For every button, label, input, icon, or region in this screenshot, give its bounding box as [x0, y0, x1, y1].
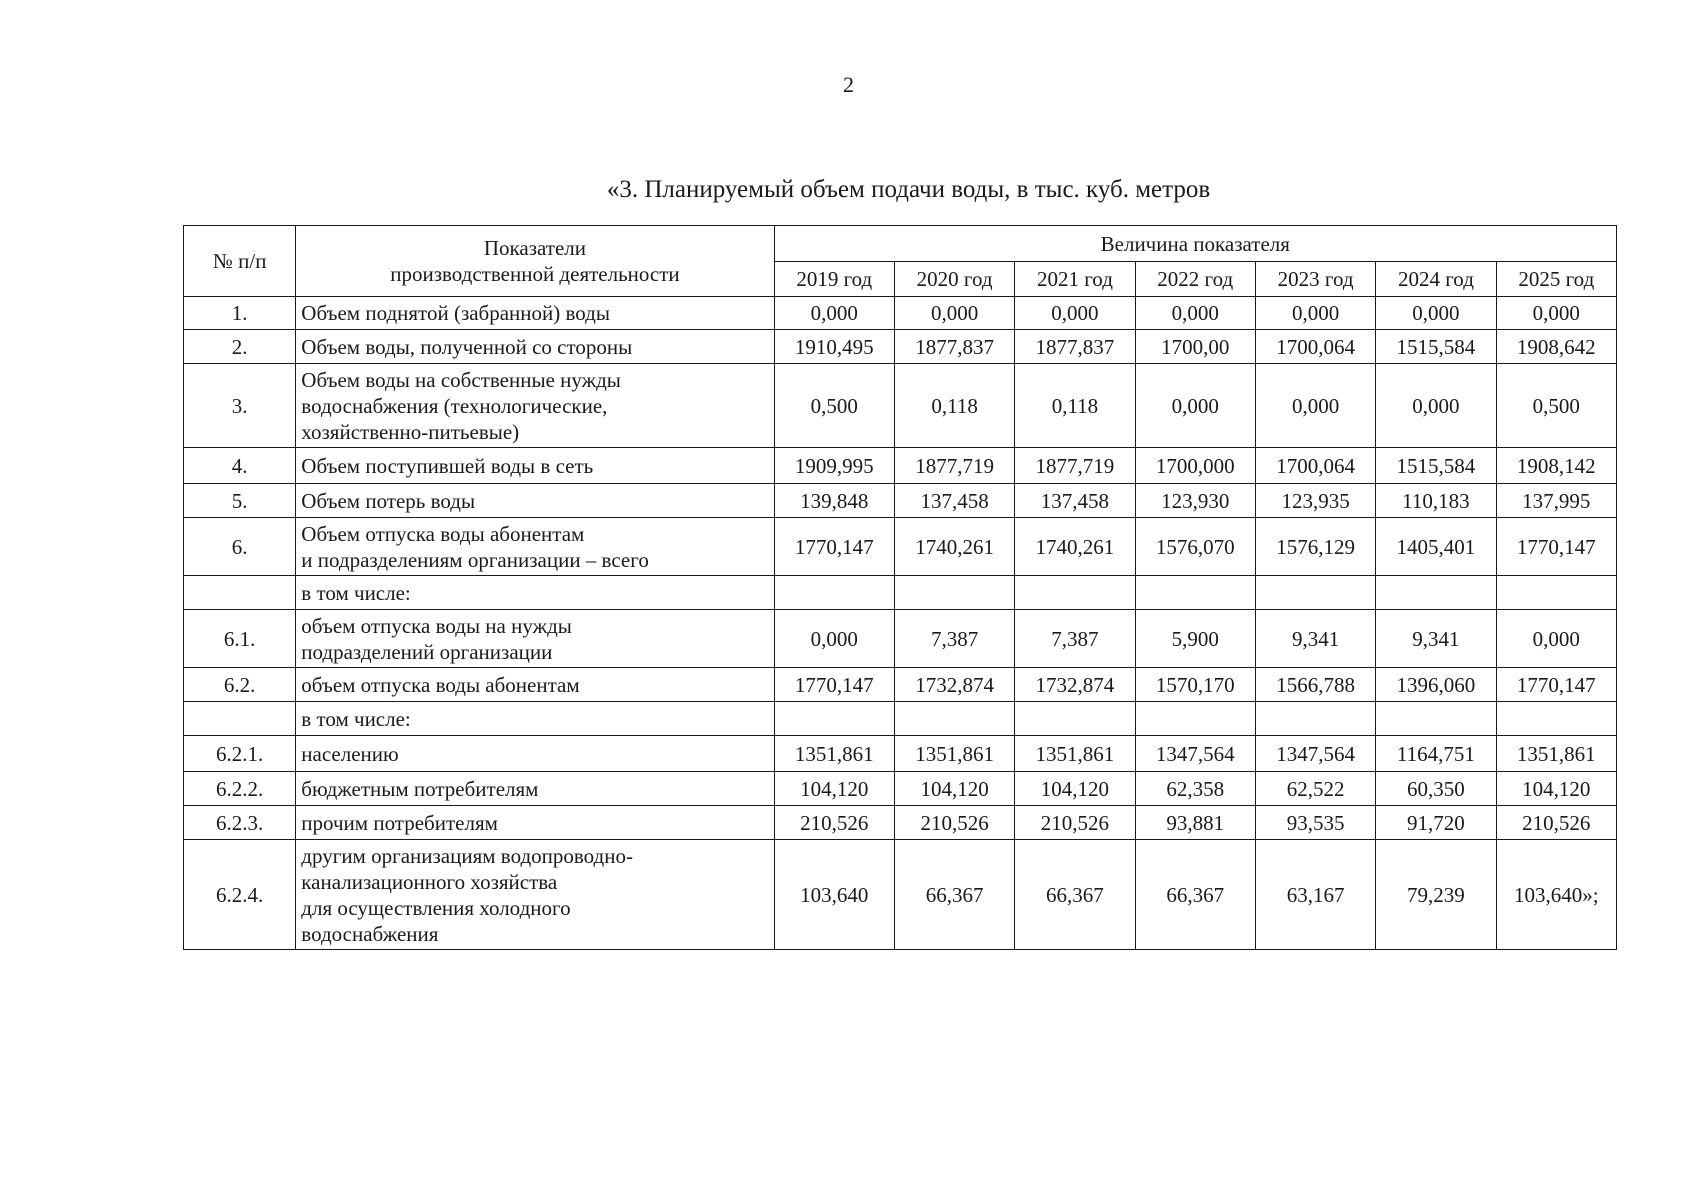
row-value: 0,000 [1496, 610, 1616, 668]
row-value: 123,935 [1255, 484, 1375, 518]
row-indicator-line: канализационного хозяйства [301, 869, 558, 894]
header-year: 2025 год [1496, 262, 1616, 297]
row-value: 1700,064 [1255, 330, 1375, 364]
row-value: 63,167 [1255, 840, 1375, 950]
row-value: 93,881 [1135, 806, 1255, 840]
row-value: 66,367 [894, 840, 1014, 950]
row-value: 1700,064 [1255, 448, 1375, 484]
row-indicator-line: Объем поднятой (забранной) воды [301, 301, 610, 325]
row-indicator [296, 448, 774, 484]
row-number: 1. [184, 297, 296, 330]
row-indicator-line: объем отпуска воды абонентам [301, 672, 580, 697]
row-number: 5. [184, 484, 296, 518]
row-value: 1515,584 [1376, 448, 1496, 484]
row-number: 6.2.3. [184, 806, 296, 840]
row-value: 1732,874 [894, 668, 1014, 702]
row-value [1496, 702, 1616, 736]
row-value: 1515,584 [1376, 330, 1496, 364]
row-indicator-line: прочим потребителям [301, 810, 498, 835]
header-indicator-line: производственной деятельности [390, 262, 680, 286]
row-value: 1164,751 [1376, 736, 1496, 772]
row-indicator-line: для осуществления холодного [301, 895, 571, 920]
row-value: 0,000 [1496, 297, 1616, 330]
row-value: 110,183 [1376, 484, 1496, 518]
row-value: 0,118 [1015, 364, 1135, 448]
row-indicator-line: водоснабжения (технологические, [301, 393, 608, 418]
row-indicator [296, 518, 774, 576]
row-value: 1351,861 [1496, 736, 1616, 772]
row-indicator [296, 702, 774, 736]
row-value: 5,900 [1135, 610, 1255, 668]
header-indicator-line: Показатели [483, 236, 587, 260]
row-value: 91,720 [1376, 806, 1496, 840]
row-indicator-line: в том числе: [301, 580, 411, 605]
row-value: 137,458 [1015, 484, 1135, 518]
header-year: 2020 год [894, 262, 1014, 297]
row-value [1496, 576, 1616, 610]
row-number: 6.1. [184, 610, 296, 668]
row-value: 1770,147 [1496, 518, 1616, 576]
row-value: 137,995 [1496, 484, 1616, 518]
row-value: 60,350 [1376, 772, 1496, 806]
row-value: 1576,070 [1135, 518, 1255, 576]
water-supply-table [183, 225, 1617, 950]
header-year: 2021 год [1015, 262, 1135, 297]
table-row [184, 448, 1617, 484]
row-value [774, 576, 894, 610]
row-indicator-line: населению [301, 741, 399, 766]
row-indicator [296, 840, 774, 950]
table-row [184, 297, 1617, 330]
row-value: 0,500 [774, 364, 894, 448]
row-indicator [296, 484, 774, 518]
row-value: 0,000 [1376, 297, 1496, 330]
row-value: 139,848 [774, 484, 894, 518]
row-indicator [296, 364, 774, 448]
row-number: 6.2.1. [184, 736, 296, 772]
row-value: 1909,995 [774, 448, 894, 484]
row-value: 7,387 [1015, 610, 1135, 668]
row-value: 1740,261 [894, 518, 1014, 576]
row-value [1255, 576, 1375, 610]
table-row [184, 702, 1617, 736]
row-value: 93,535 [1255, 806, 1375, 840]
row-number: 4. [184, 448, 296, 484]
row-value: 9,341 [1255, 610, 1375, 668]
row-value: 79,239 [1376, 840, 1496, 950]
row-value: 1351,861 [894, 736, 1014, 772]
row-value: 1351,861 [774, 736, 894, 772]
row-value: 1877,837 [1015, 330, 1135, 364]
row-value: 1700,000 [1135, 448, 1255, 484]
row-value: 1405,401 [1376, 518, 1496, 576]
row-value: 210,526 [1015, 806, 1135, 840]
row-value [774, 702, 894, 736]
row-number: 6. [184, 518, 296, 576]
row-value: 1347,564 [1255, 736, 1375, 772]
row-indicator-line: Объем отпуска воды абонентам [301, 521, 585, 546]
row-value [1015, 702, 1135, 736]
row-value: 1700,00 [1135, 330, 1255, 364]
row-value: 1570,170 [1135, 668, 1255, 702]
row-indicator [296, 806, 774, 840]
row-value [1015, 576, 1135, 610]
header-year: 2019 год [774, 262, 894, 297]
row-value: 210,526 [894, 806, 1014, 840]
table-row [184, 668, 1617, 702]
table-row [184, 364, 1617, 448]
row-indicator [296, 736, 774, 772]
row-value: 0,000 [774, 297, 894, 330]
row-value: 1908,642 [1496, 330, 1616, 364]
row-indicator-line: Объем поступившей воды в сеть [301, 453, 594, 478]
row-value: 1908,142 [1496, 448, 1616, 484]
row-value: 103,640 [774, 840, 894, 950]
page-number: 2 [843, 72, 854, 97]
row-indicator [296, 772, 774, 806]
header-num: № п/п [184, 226, 296, 297]
row-value: 137,458 [894, 484, 1014, 518]
row-indicator [296, 668, 774, 702]
table-row [184, 576, 1617, 610]
row-value: 123,930 [1135, 484, 1255, 518]
row-value: 104,120 [894, 772, 1014, 806]
row-value: 62,522 [1255, 772, 1375, 806]
table-row [184, 772, 1617, 806]
row-value: 1877,719 [1015, 448, 1135, 484]
row-indicator-line: Объем потерь воды [301, 488, 476, 513]
row-indicator-line: другим организациям водопроводно- [301, 843, 633, 868]
row-value: 1910,495 [774, 330, 894, 364]
table-title: «3. Планируемый объем подачи воды, в тыс. куб. метров [606, 176, 1211, 203]
row-value: 0,000 [1255, 297, 1375, 330]
header-year: 2022 год [1135, 262, 1255, 297]
header-value-group: Величина показателя [774, 226, 1616, 262]
row-value: 1877,837 [894, 330, 1014, 364]
table-row [184, 484, 1617, 518]
table-row [184, 518, 1617, 576]
row-number [184, 702, 296, 736]
header-year: 2023 год [1255, 262, 1375, 297]
row-indicator-line: и подразделениям организации – всего [301, 547, 649, 572]
row-value [1376, 576, 1496, 610]
row-indicator-line: Объем воды на собственные нужды [301, 367, 621, 392]
row-indicator-line: водоснабжения [301, 921, 439, 946]
row-value: 104,120 [774, 772, 894, 806]
row-indicator [296, 610, 774, 668]
row-number: 6.2. [184, 668, 296, 702]
row-value: 1396,060 [1376, 668, 1496, 702]
row-value: 0,000 [1376, 364, 1496, 448]
row-indicator-line: Объем воды, полученной со стороны [301, 334, 633, 359]
row-value: 0,500 [1496, 364, 1616, 448]
row-value: 0,000 [774, 610, 894, 668]
row-value: 1770,147 [1496, 668, 1616, 702]
row-value: 1351,861 [1015, 736, 1135, 772]
row-value [1135, 576, 1255, 610]
row-indicator-line: объем отпуска воды на нужды [301, 613, 572, 638]
row-value: 104,120 [1015, 772, 1135, 806]
row-indicator [296, 576, 774, 610]
table-row [184, 610, 1617, 668]
table-row [184, 330, 1617, 364]
row-value: 1566,788 [1255, 668, 1375, 702]
row-value: 0,000 [894, 297, 1014, 330]
row-value: 103,640»; [1496, 840, 1616, 950]
row-value: 1770,147 [774, 518, 894, 576]
row-indicator-line: хозяйственно-питьевые) [301, 419, 520, 444]
row-value [894, 702, 1014, 736]
row-value: 0,000 [1135, 364, 1255, 448]
row-value: 9,341 [1376, 610, 1496, 668]
row-value: 66,367 [1015, 840, 1135, 950]
row-number: 6.2.4. [184, 840, 296, 950]
row-indicator-line: в том числе: [301, 706, 411, 731]
row-value: 66,367 [1135, 840, 1255, 950]
table-row [184, 806, 1617, 840]
row-indicator [296, 297, 774, 330]
table-row [184, 840, 1617, 950]
row-number: 3. [184, 364, 296, 448]
row-indicator-line: подразделений организации [301, 639, 553, 664]
header-indicator [296, 226, 774, 297]
row-value [894, 576, 1014, 610]
row-value [1255, 702, 1375, 736]
header-row [184, 226, 1617, 262]
row-value: 210,526 [1496, 806, 1616, 840]
row-value: 7,387 [894, 610, 1014, 668]
row-number [184, 576, 296, 610]
row-indicator-line: бюджетным потребителям [301, 776, 539, 801]
row-value: 210,526 [774, 806, 894, 840]
row-value: 1770,147 [774, 668, 894, 702]
row-number: 2. [184, 330, 296, 364]
row-value: 0,000 [1015, 297, 1135, 330]
table-row [184, 736, 1617, 772]
row-value: 0,000 [1135, 297, 1255, 330]
row-value: 1732,874 [1015, 668, 1135, 702]
row-value: 1576,129 [1255, 518, 1375, 576]
row-value: 0,000 [1255, 364, 1375, 448]
header-year: 2024 год [1376, 262, 1496, 297]
row-value: 104,120 [1496, 772, 1616, 806]
row-value: 1740,261 [1015, 518, 1135, 576]
row-value: 1347,564 [1135, 736, 1255, 772]
row-value: 62,358 [1135, 772, 1255, 806]
row-indicator [296, 330, 774, 364]
row-value [1135, 702, 1255, 736]
row-number: 6.2.2. [184, 772, 296, 806]
row-value [1376, 702, 1496, 736]
row-value: 0,118 [894, 364, 1014, 448]
row-value: 1877,719 [894, 448, 1014, 484]
